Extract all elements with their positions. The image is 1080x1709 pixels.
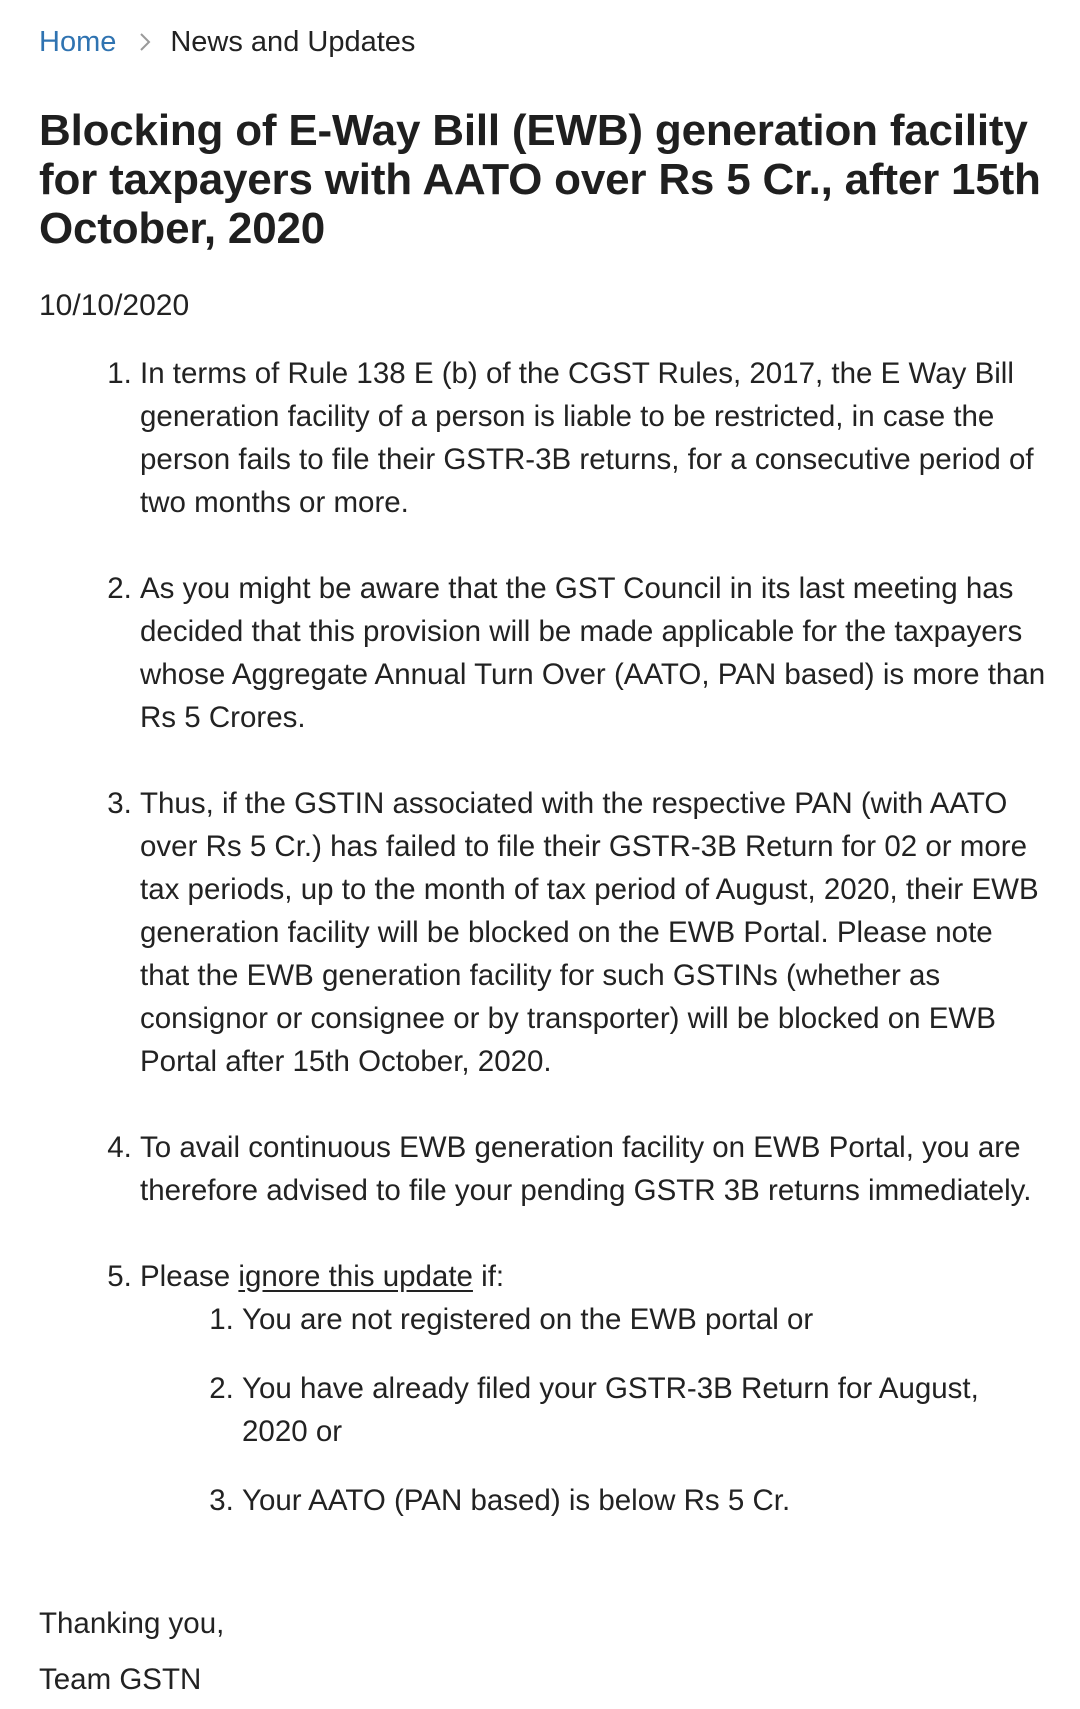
point5-prefix: Please (140, 1260, 239, 1293)
article-date: 10/10/2020 (39, 289, 190, 322)
breadcrumb-home-link[interactable]: Home (39, 26, 117, 58)
sub-list-item: 3. Your AATO (PAN based) is below Rs 5 Cr. (242, 1479, 1049, 1522)
point5-suffix: if: (472, 1260, 505, 1293)
breadcrumb-current: News and Updates (170, 26, 416, 58)
list-item-ignore-conditions (140, 1255, 1049, 1522)
list-item: 2. As you might be aware that the GST Council in its last meeting has decided that this provision will be made applicable for the taxpayers whose Aggregate Annual Turn Over (AATO, PAN based) is more than Rs 5 Crores. (140, 567, 1049, 739)
list-item: 1. In terms of Rule 138 E (b) of the CGST Rules, 2017, the E Way Bill generation facility of a person is liable to be restricted, in case the person fails to file their GSTR-3B returns, for a consecutive period of two months or more. (140, 352, 1049, 524)
sub-list-item: 2. You have already filed your GSTR-3B Return for August, 2020 or (242, 1367, 1049, 1453)
page-title: Blocking of E-Way Bill (EWB) generation facility for taxpayers with AATO over Rs 5 Cr., after 15th October, 2020 (39, 106, 1041, 253)
breadcrumb (39, 22, 415, 62)
signature-text: Team GSTN (39, 1663, 202, 1696)
list-item: 4. To avail continuous EWB generation facility on EWB Portal, you are therefore advised to file your pending GSTR 3B returns immediately. (140, 1126, 1049, 1212)
closing-text: Thanking you, (39, 1607, 225, 1640)
article-body (39, 352, 1049, 1522)
sub-list-item: 1. You are not registered on the EWB portal or (242, 1298, 1049, 1341)
sub-points-list (140, 1298, 1049, 1522)
ignore-update-text: ignore this update (238, 1260, 473, 1293)
chevron-right-icon (132, 29, 158, 55)
points-list (39, 352, 1049, 1522)
list-item: 3. Thus, if the GSTIN associated with the respective PAN (with AATO over Rs 5 Cr.) has failed to file their GSTR-3B Return for 02 or more tax periods, up to the month of tax period of August, 2020, their EWB generation facility will be blocked on the EWB Portal. Please note that the EWB generation facility for such GSTINs (whether as consignor or consignee or by transporter) will be blocked on EWB Portal after 15th October, 2020. (140, 782, 1049, 1083)
